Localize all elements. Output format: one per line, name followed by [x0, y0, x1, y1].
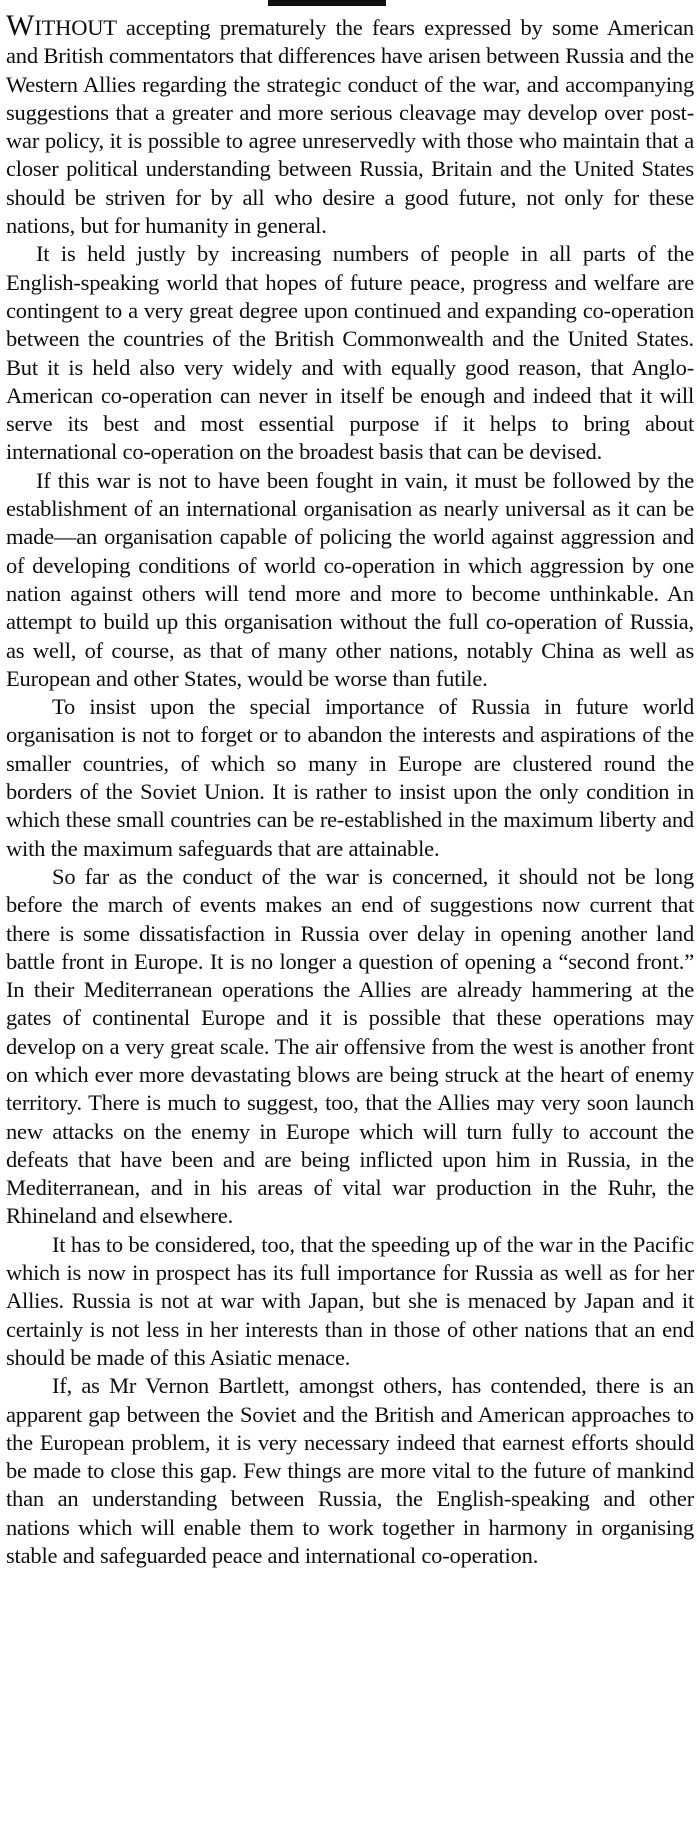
article-paragraph-4: To insist upon the special importance of Russia in future world organisation is not to forget or to abandon the interests and aspirations of the smaller countries, of which so many in Europe are clustered round the borders of the Soviet Union. It is rather to insist upon the only condition in which these small countries can be re-established in the maximum liberty and with the maximum safeguards that are attainable.	[6, 694, 694, 861]
article-paragraph-6: It has to be considered, too, that the speeding up of the war in the Pacific which is now in prospect has its full importance for Russia as well as for her Allies. Russia is not at war with Japan, but she is menaced by Japan and it certainly is not less in her interests than in those of other nations that an end should be made of this Asiatic menace.	[6, 1231, 694, 1370]
lead-word: ITHOUT	[34, 15, 117, 40]
article-paragraph-1	[6, 9, 694, 240]
paragraph-text: accepting prematurely the fears expressed by some American and British commentators that differences have arisen between Russia and the Western Allies regarding the strategic conduct of the war, and accompanying suggestions that a greater and more serious cleavage may develop over post-war policy, it is possible to agree unreservedly with those who maintain that a closer political understanding between Russia, Britain and the United States should be striven for by all who desire a good future, not only for these nations, but for humanity in general.	[6, 15, 694, 239]
drop-cap: W	[6, 9, 35, 42]
article-paragraph-2: It is held justly by increasing numbers of people in all parts of the English-speaking world that hopes of future peace, progress and welfare are contingent to a very great degree upon continued and expanding co-operation between the countries of the British Commonwealth and the United States. But it is held also very widely and with equally good reason, that Anglo-American co-operation can never in itself be enough and indeed that it will serve its best and most essential purpose if it helps to bring about international co-operation on the broadest basis that can be devised.	[6, 241, 694, 465]
header-rule	[268, 0, 386, 6]
article-paragraph-5: So far as the conduct of the war is concerned, it should not be long before the march of events makes an end of suggestions now current that there is some dissatisfaction in Russia over delay in opening another land battle front in Europe. It is no longer a question of opening a “second front.” In their Mediterranean operations the Allies are already hammering at the gates of continental Europe and it is possible that these operations may develop on a very great scale. The air offensive from the west is another front on which ever more devastating blows are being struck at the heart of enemy territory. There is much to suggest, too, that the Allies may very soon launch new attacks on the enemy in Europe which will turn fully to account the defeats that have been and are being inflicted upon him in Russia, in the Mediterranean, and in his areas of vital war production in the Ruhr, the Rhineland and elsewhere.	[6, 863, 694, 1229]
article-paragraph-7: If, as Mr Vernon Bartlett, amongst others, has contended, there is an apparent gap between the Soviet and the British and American approaches to the European problem, it is very necessary indeed that earnest efforts should be made to close this gap. Few things are more vital to the future of mankind than an understanding between Russia, the English-speaking and other nations which will enable them to work together in harmony in organising stable and safeguarded peace and international co-operation.	[6, 1373, 694, 1569]
article-column	[6, 9, 694, 1570]
article-paragraph-3: If this war is not to have been fought in vain, it must be followed by the establishment of an international organisation as nearly universal as it can be made—an organisation capable of policing the world against aggression and of developing conditions of world co-operation in which aggression by one nation against others will tend more and more to become unthinkable. An attempt to build up this organisation without the full co-operation of Russia, as well, of course, as that of many other nations, notably China as well as European and other States, would be worse than futile.	[6, 467, 694, 691]
